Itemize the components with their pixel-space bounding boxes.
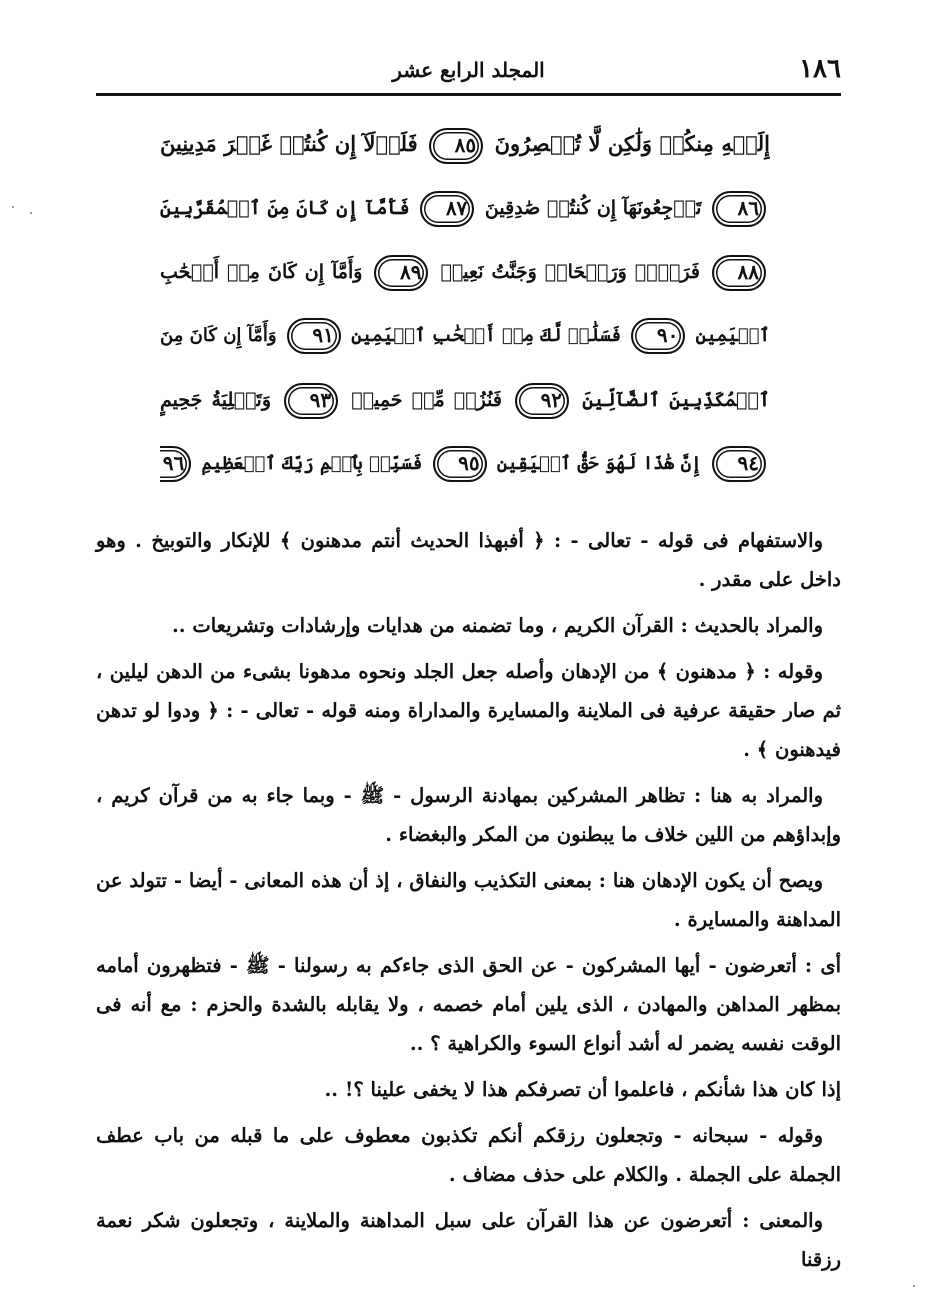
page-header [96,52,841,92]
ayah-number-marker: ٩٥ [433,446,487,482]
ayah-number-marker: ٩٢ [515,383,569,419]
commentary-text [96,521,841,1286]
commentary-paragraph: أى : أتعرضون - أيها المشركون - عن الحق الذى جاءكم به رسولنا - ﷺ - فتظهرون أمامه بمظهر المداهن والمهادن ، الذى يلين أمام خصمه ، ولا يقابله بالشدة والحزم : مع أنه فى الوقت نفسه يضمر له أشد أنواع السوء والكراهية ؟ .. [96,954,841,1055]
verse-text: فَرَوۡحٞ وَرَيۡحَانٞ وَجَنَّتُ نَعِيمٖ [440,261,700,283]
verse-text: فَسَلَٰمٞ لَّكَ مِنۡ أَصۡحَٰبِ ٱلۡيَمِينِ [351,325,622,346]
scan-speck [12,206,14,208]
verse-line [160,176,770,240]
verse-text: ٱلۡمُكَذِّبِينَ ٱلضَّآلِّينَ [582,389,770,411]
verse-line [160,304,770,368]
verse-text: فَنُزُلٞ مِّنۡ حَمِيمٖ [351,389,502,411]
commentary-paragraph: وقوله : ﴿ مدهنون ﴾ من الإدهان وأصله جعل الجلد ونحوه مدهونا بشىء من الدهن ليلين ، ثم صار حقيقة عرفية فى الملاينة والمسايرة والمداراة ومنه قوله - تعالى - : ﴿ ودوا لو تدهن فيدهنون ﴾ . [96,660,841,761]
ayah-number-marker: ٨٦ [712,191,766,227]
verse-line [160,432,770,496]
ayah-number-marker: ٨٧ [420,191,474,227]
ayah-number-marker: ٩٠ [631,318,685,354]
commentary-paragraph: والمعنى : أتعرضون عن هذا القرآن على سبل المداهنة والملاينة ، وتجعلون شكر نعمة رزقنا [96,1209,841,1271]
scan-speck [913,1285,915,1287]
commentary-paragraph: وقوله - سبحانه - وتجعلون رزقكم أنكم تكذبون معطوف على ما قبله من باب عطف الجملة على الجملة . والكلام على حذف مضاف . [96,1124,841,1186]
verse-line [160,112,770,176]
commentary-paragraph: والاستفهام فى قوله - تعالى - : ﴿ أفبهذا الحديث أنتم مدهنون ﴾ للإنكار والتوبيخ . وهو داخل على مقدر . [96,529,841,591]
ayah-number-marker: ٨٥ [429,128,483,164]
quran-verses-block [160,112,770,497]
commentary-paragraph: ويصح أن يكون الإدهان هنا : بمعنى التكذيب والنفاق ، إذ أن هذه المعانى - أيضا - تتولد عن المداهنة والمسايرة . [96,869,841,931]
ayah-number-marker: ٨٨ [712,255,766,291]
verse-line [160,240,770,304]
verse-text: وَتَصۡلِيَةُ جَحِيمٍ [160,389,271,411]
verse-text: ٱلۡيَمِينِ [695,325,770,346]
ayah-number-marker: ٩٦ [160,446,191,482]
commentary-paragraph: إذا كان هذا شأنكم ، فاعلموا أن تصرفكم هذا لا يخفى علينا ؟! .. [324,1078,841,1101]
verse-text: فَسَبِّحۡ بِٱسۡمِ رَبِّكَ ٱلۡعَظِيمِ [201,453,423,474]
verse-text: وَأَمَّآ إِن كَانَ مِنۡ أَصۡحَٰبِ [160,261,363,283]
commentary-paragraph: والمراد بالحديث : القرآن الكريم ، وما تضمنه من هدايات وإرشادات وتشريعات .. [172,614,823,637]
verse-text: فَلَوۡلَآ إِن كُنتُمۡ غَيۡرَ مَدِينِينَ [160,131,418,156]
verse-text: وَأَمَّآ إِن كَانَ مِنَ [160,325,277,346]
verse-line [160,368,770,432]
verse-text: إِلَيۡهِ مِنكُمۡ وَلَٰكِن لَّا تُبۡصِرُونَ [494,131,770,156]
scan-speck [30,212,32,214]
verse-text: إِنَّ هَٰذَا لَهُوَ حَقُّ ٱلۡيَقِينِ [496,453,702,474]
ayah-number-marker: ٩٣ [284,383,338,419]
verse-text: فَأَمَّآ إِن كَانَ مِنَ ٱلۡمُقَرَّبِينَ [160,197,410,219]
running-title: المجلد الرابع عشر [392,58,545,82]
verse-text: تَرۡجِعُونَهَآ إِن كُنتُمۡ صَٰدِقِينَ [484,197,702,219]
ayah-number-marker: ٩٤ [712,446,766,482]
header-rule [96,93,841,96]
ayah-number-marker: ٨٩ [374,255,428,291]
commentary-paragraph: والمراد به هنا : تظاهر المشركين بمهادنة الرسول - ﷺ - وبما جاء به من قرآن كريم ، وإبداؤهم من اللين خلاف ما يبطنون من المكر والبغضاء . [96,784,841,846]
page-number: ١٨٦ [799,54,841,84]
ayah-number-marker: ٩١ [287,318,341,354]
